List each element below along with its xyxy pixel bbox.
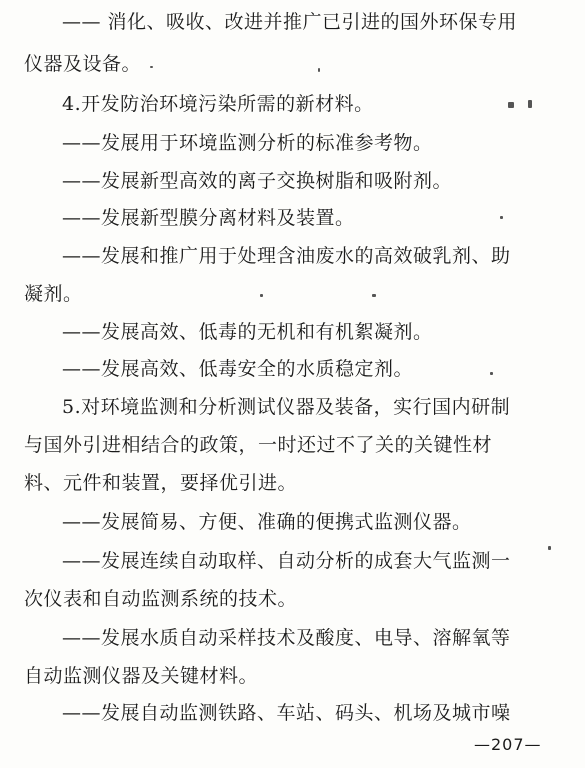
- page-number-text: —207—: [474, 735, 542, 754]
- scan-speck: [528, 100, 532, 108]
- section-heading-4-content: 4.开发防治环境污染所需的新材料。: [62, 93, 374, 115]
- scan-speck: [548, 546, 551, 550]
- text-line-7: [62, 238, 562, 274]
- scan-speck: [318, 68, 320, 72]
- text-line-10-content: ——发展高效、低毒安全的水质稳定剂。: [62, 358, 414, 380]
- text-line-6: [62, 200, 562, 236]
- text-line-8: [24, 276, 564, 312]
- text-line-9: [62, 314, 562, 350]
- text-line-13: [24, 465, 564, 501]
- section-heading-4: [62, 86, 562, 122]
- page-number: [474, 735, 542, 755]
- scan-speck: [372, 294, 376, 297]
- scan-speck: [500, 216, 503, 219]
- text-line-19-content: ——发展自动监测铁路、车站、码头、机场及城市噪: [62, 702, 511, 724]
- text-line-15: [62, 543, 562, 579]
- scan-speck: [490, 372, 493, 375]
- section-heading-5: [62, 389, 562, 425]
- section-heading-5-content: 5.对环境监测和分析测试仪器及装备，实行国内研制: [62, 396, 511, 418]
- text-line-1: [62, 4, 562, 40]
- scan-speck: [260, 294, 263, 297]
- text-line-13-content: 料、元件和装置，要择优引进。: [24, 472, 298, 494]
- text-line-19: [62, 695, 562, 731]
- text-line-8-content: 凝剂。: [24, 283, 83, 305]
- text-line-4: [62, 125, 562, 161]
- text-line-1-content: —— 消化、吸收、改进并推广已引进的国外环保专用: [62, 11, 518, 33]
- text-line-14: [62, 504, 562, 540]
- text-line-2: [24, 46, 564, 82]
- text-line-5-content: ——发展新型高效的离子交换树脂和吸附剂。: [62, 170, 453, 192]
- text-line-12-content: 与国外引进相结合的政策，一时还过不了关的关键性材: [24, 434, 493, 456]
- text-line-10: [62, 351, 562, 387]
- scan-speck: [508, 102, 514, 108]
- text-line-16-content: 次仪表和自动监测系统的技术。: [24, 588, 298, 610]
- text-line-5: [62, 163, 562, 199]
- scan-speck: [150, 66, 153, 68]
- text-line-6-content: ——发展新型膜分离材料及装置。: [62, 207, 355, 229]
- text-line-18: [24, 658, 564, 694]
- text-line-4-content: ——发展用于环境监测分析的标准参考物。: [62, 132, 433, 154]
- text-line-15-content: ——发展连续自动取样、自动分析的成套大气监测一: [62, 550, 511, 572]
- text-line-17: [62, 620, 562, 656]
- text-line-9-content: ——发展高效、低毒的无机和有机絮凝剂。: [62, 321, 433, 343]
- text-line-17-content: ——发展水质自动采样技术及酸度、电导、溶解氧等: [62, 627, 511, 649]
- text-line-12: [24, 427, 564, 463]
- text-line-16: [24, 581, 564, 617]
- text-line-7-content: ——发展和推广用于处理含油废水的高效破乳剂、助: [62, 245, 511, 267]
- text-line-2-content: 仪器及设备。: [24, 53, 142, 75]
- text-line-14-content: ——发展简易、方便、准确的便携式监测仪器。: [62, 511, 472, 533]
- text-line-18-content: 自动监测仪器及关键材料。: [24, 665, 259, 687]
